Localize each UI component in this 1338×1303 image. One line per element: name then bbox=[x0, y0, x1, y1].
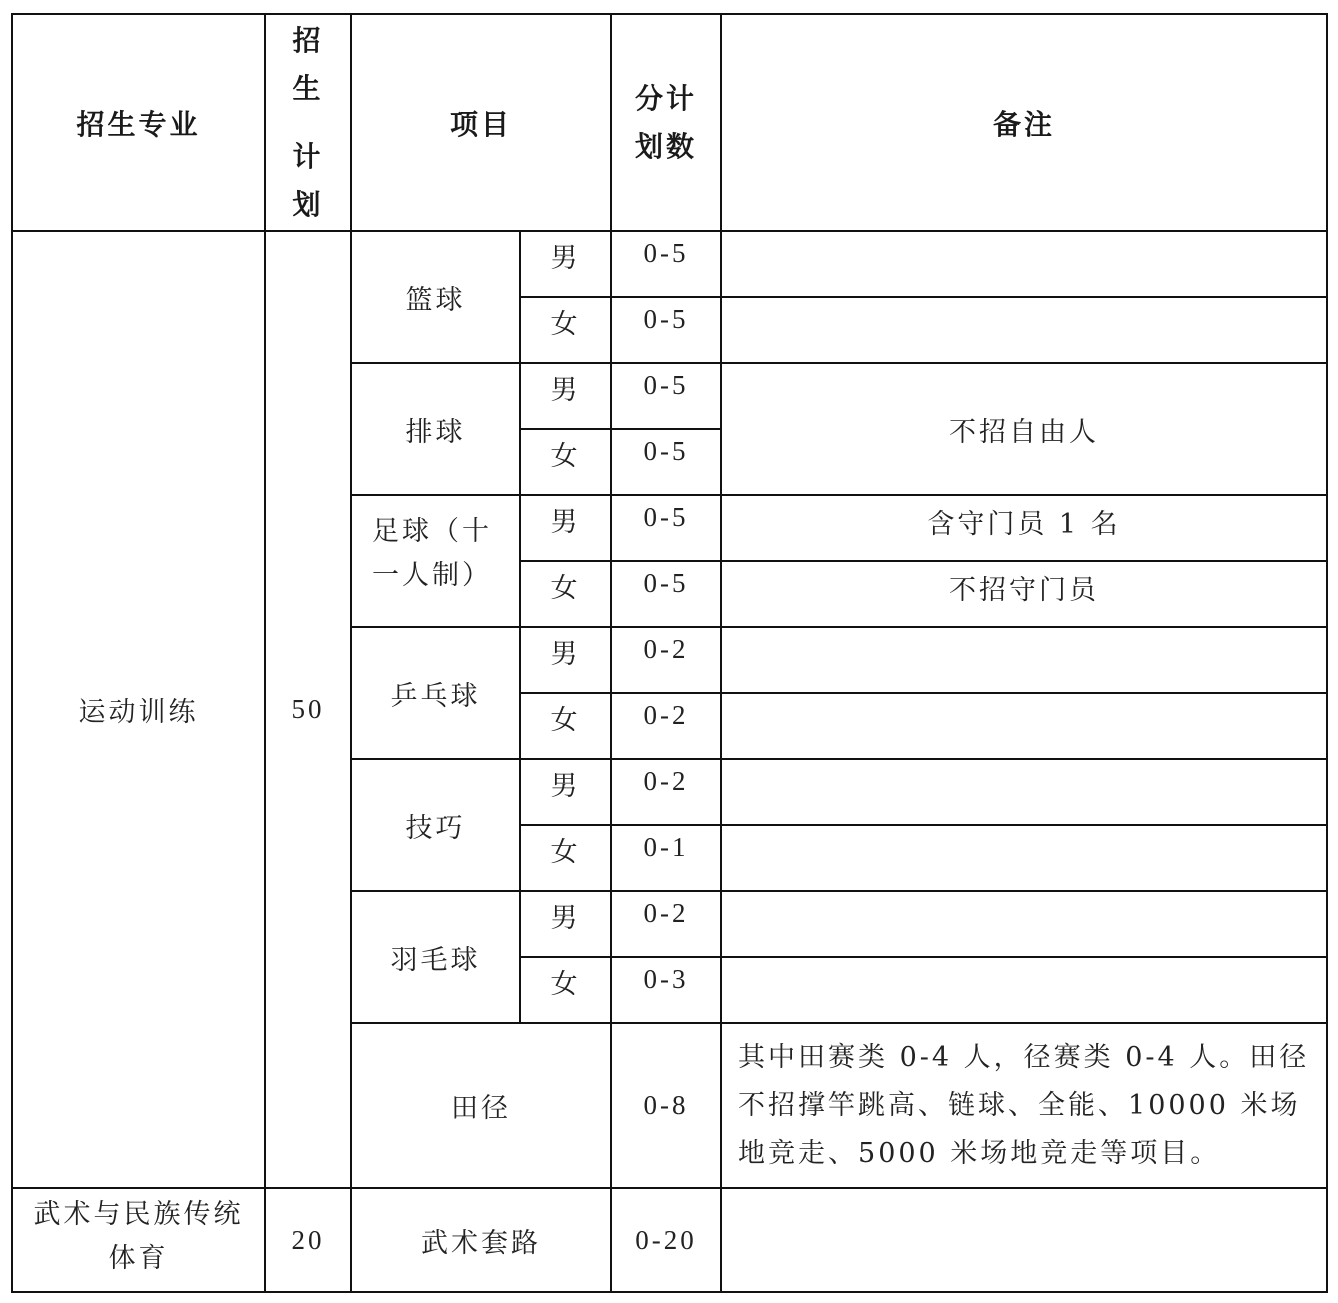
project-cell: 武术套路 bbox=[351, 1188, 611, 1292]
note-cell bbox=[721, 297, 1327, 363]
header-plan bbox=[265, 14, 351, 231]
header-remarks: 备注 bbox=[721, 14, 1327, 231]
sport-name: 乒乓球 bbox=[351, 627, 520, 759]
gender-cell: 男 bbox=[520, 495, 611, 561]
gender-cell: 女 bbox=[520, 957, 611, 1023]
count-cell: 0-2 bbox=[611, 891, 721, 957]
header-major: 招生专业 bbox=[12, 14, 265, 231]
count-cell: 0-5 bbox=[611, 429, 721, 495]
header-sub-plan-line: 分计 bbox=[635, 81, 698, 115]
gender-cell: 男 bbox=[520, 891, 611, 957]
note-cell bbox=[721, 1188, 1327, 1292]
table-row bbox=[12, 1188, 1327, 1292]
gender-cell: 男 bbox=[520, 759, 611, 825]
count-cell: 0-2 bbox=[611, 759, 721, 825]
count-cell: 0-5 bbox=[611, 231, 721, 297]
count-cell: 0-8 bbox=[611, 1023, 721, 1188]
header-row bbox=[12, 14, 1327, 231]
count-cell: 0-3 bbox=[611, 957, 721, 1023]
count-cell: 0-20 bbox=[611, 1188, 721, 1292]
sport-name: 篮球 bbox=[351, 231, 520, 363]
gender-cell: 男 bbox=[520, 627, 611, 693]
note-cell: 其中田赛类 0-4 人，径赛类 0-4 人。田径不招撑竿跳高、链球、全能、10000 米场地竞走、5000 米场地竞走等项目。 bbox=[721, 1023, 1327, 1188]
note-cell bbox=[721, 759, 1327, 825]
major-line: 体育 bbox=[108, 1243, 169, 1274]
major-cell: 运动训练 bbox=[12, 231, 265, 1188]
count-cell: 0-5 bbox=[611, 297, 721, 363]
header-plan-char: 生 bbox=[292, 71, 324, 105]
note-cell bbox=[721, 891, 1327, 957]
note-cell bbox=[721, 693, 1327, 759]
count-cell: 0-5 bbox=[611, 363, 721, 429]
note-cell: 不招自由人 bbox=[721, 363, 1327, 495]
gender-cell: 女 bbox=[520, 297, 611, 363]
gender-cell: 女 bbox=[520, 693, 611, 759]
header-sub-plan-line: 划数 bbox=[635, 129, 698, 163]
count-cell: 0-1 bbox=[611, 825, 721, 891]
major-line: 武术与民族传统 bbox=[33, 1199, 244, 1230]
note-cell bbox=[721, 231, 1327, 297]
enrollment-plan-table bbox=[11, 13, 1328, 1293]
header-plan-char: 划 bbox=[292, 187, 324, 221]
sport-name-line: 足球（十 bbox=[372, 516, 492, 547]
sport-name: 技巧 bbox=[351, 759, 520, 891]
note-cell: 不招守门员 bbox=[721, 561, 1327, 627]
header-plan-char: 计 bbox=[292, 139, 324, 173]
count-cell: 0-5 bbox=[611, 561, 721, 627]
note-cell bbox=[721, 957, 1327, 1023]
header-project: 项目 bbox=[351, 14, 611, 231]
sport-name bbox=[351, 495, 520, 627]
gender-cell: 女 bbox=[520, 429, 611, 495]
gender-cell: 女 bbox=[520, 561, 611, 627]
count-cell: 0-5 bbox=[611, 495, 721, 561]
table-row bbox=[12, 231, 1327, 297]
sport-name: 排球 bbox=[351, 363, 520, 495]
gender-cell: 男 bbox=[520, 363, 611, 429]
note-cell: 含守门员 1 名 bbox=[721, 495, 1327, 561]
sport-name: 田径 bbox=[351, 1023, 611, 1188]
note-cell bbox=[721, 825, 1327, 891]
count-cell: 0-2 bbox=[611, 627, 721, 693]
count-cell: 0-2 bbox=[611, 693, 721, 759]
gender-cell: 女 bbox=[520, 825, 611, 891]
gender-cell: 男 bbox=[520, 231, 611, 297]
major-cell bbox=[12, 1188, 265, 1292]
sport-name: 羽毛球 bbox=[351, 891, 520, 1023]
sport-name-line: 一人制） bbox=[372, 560, 492, 591]
header-sub-plan bbox=[611, 14, 721, 231]
note-cell bbox=[721, 627, 1327, 693]
plan-cell: 50 bbox=[265, 231, 351, 1188]
plan-cell: 20 bbox=[265, 1188, 351, 1292]
header-plan-char: 招 bbox=[292, 23, 324, 57]
